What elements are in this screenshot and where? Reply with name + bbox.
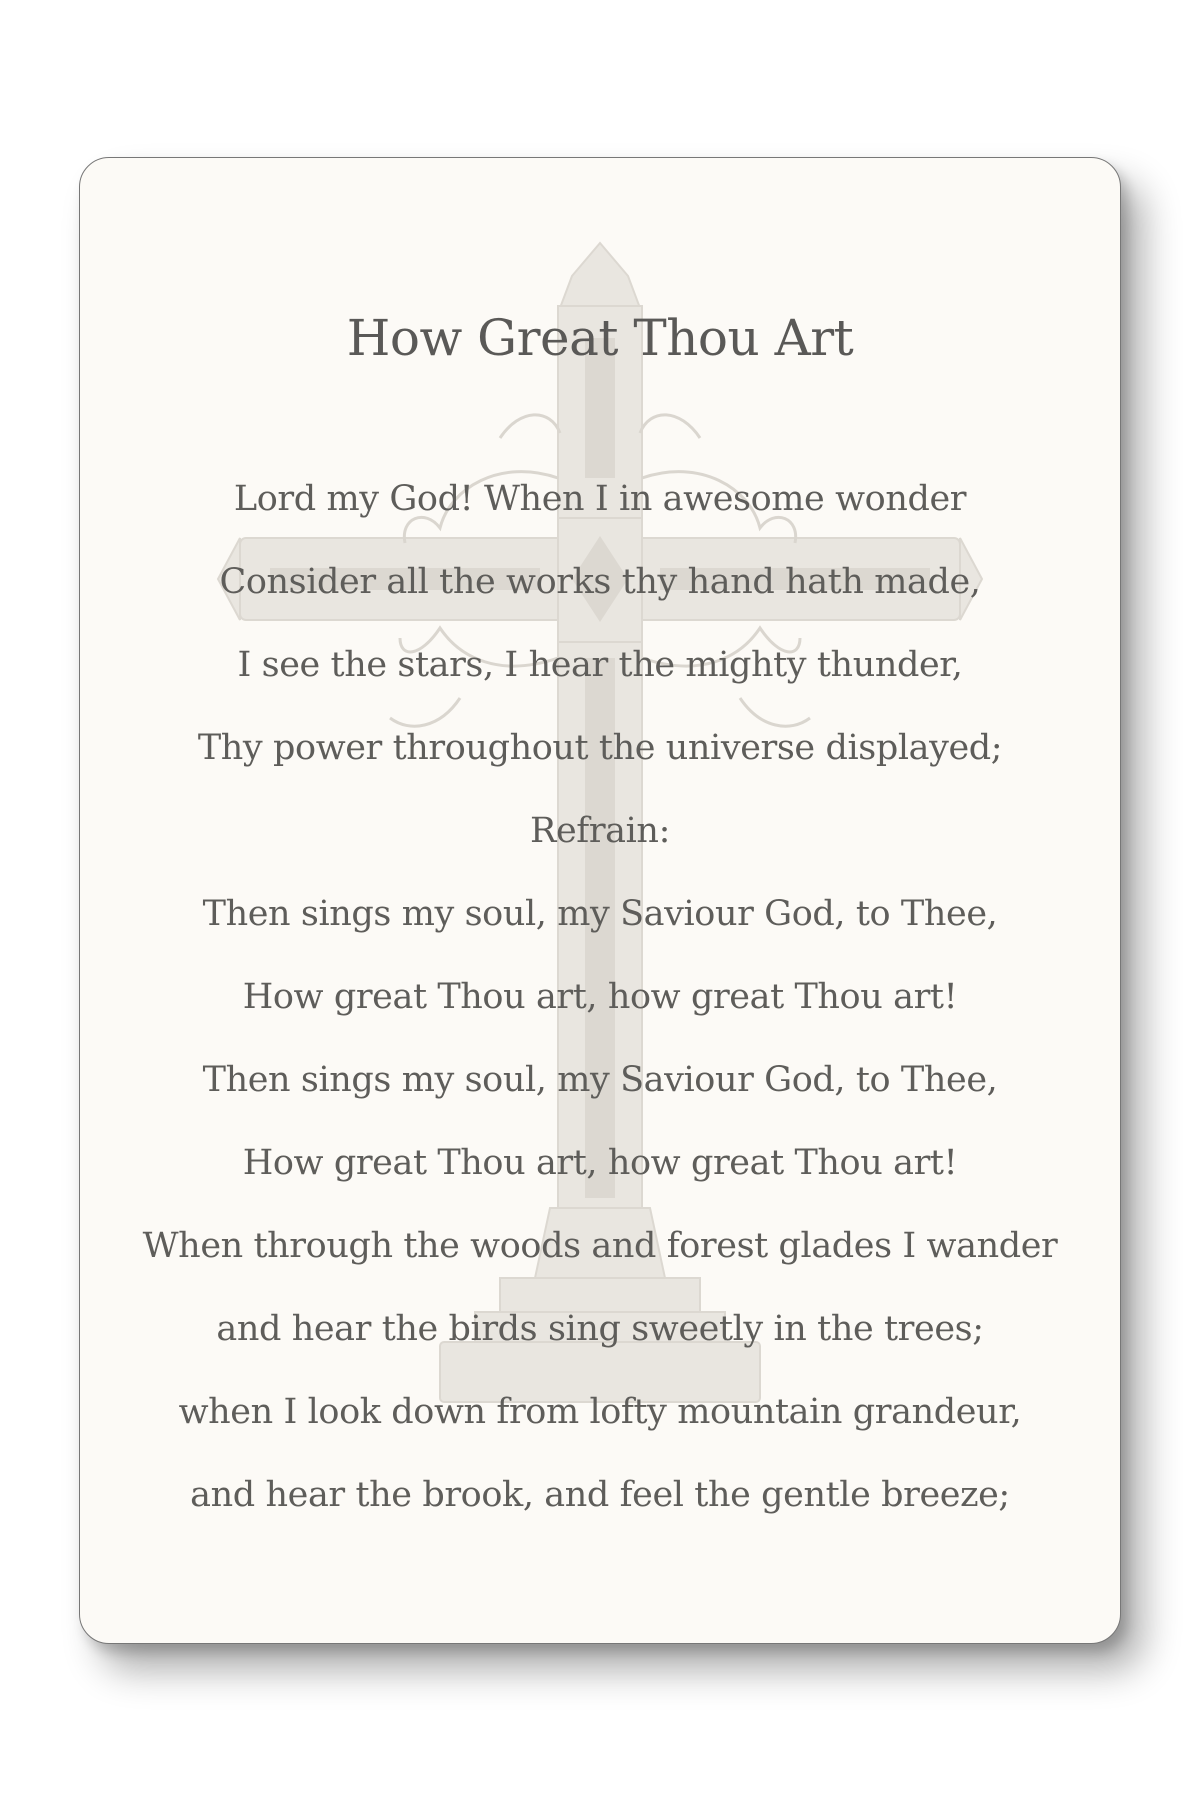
verse-line: Then sings my soul, my Saviour God, to Thee, <box>202 1060 998 1100</box>
verse-line: Thy power throughout the universe displayed; <box>197 728 1003 768</box>
verse-line: When through the woods and forest glades I wander <box>142 1226 1058 1266</box>
verse-line: when I look down from lofty mountain grandeur, <box>178 1392 1022 1432</box>
refrain-label: Refrain: <box>530 811 670 851</box>
verse-line: I see the stars, I hear the mighty thunder, <box>237 645 963 685</box>
hymn-card <box>79 157 1121 1644</box>
verse-line: Consider all the works thy hand hath made, <box>219 562 981 602</box>
verse-line: and hear the birds sing sweetly in the trees; <box>216 1309 984 1349</box>
hymn-text <box>80 158 1120 1643</box>
hymn-title: How Great Thou Art <box>346 309 854 367</box>
verse-line: How great Thou art, how great Thou art! <box>242 977 958 1017</box>
verse-line: and hear the brook, and feel the gentle breeze; <box>190 1475 1010 1515</box>
verse-line: Lord my God! When I in awesome wonder <box>233 479 967 519</box>
verse-line: Then sings my soul, my Saviour God, to Thee, <box>202 894 998 934</box>
verse-line: How great Thou art, how great Thou art! <box>242 1143 958 1183</box>
hymn-verse <box>80 458 1120 1537</box>
